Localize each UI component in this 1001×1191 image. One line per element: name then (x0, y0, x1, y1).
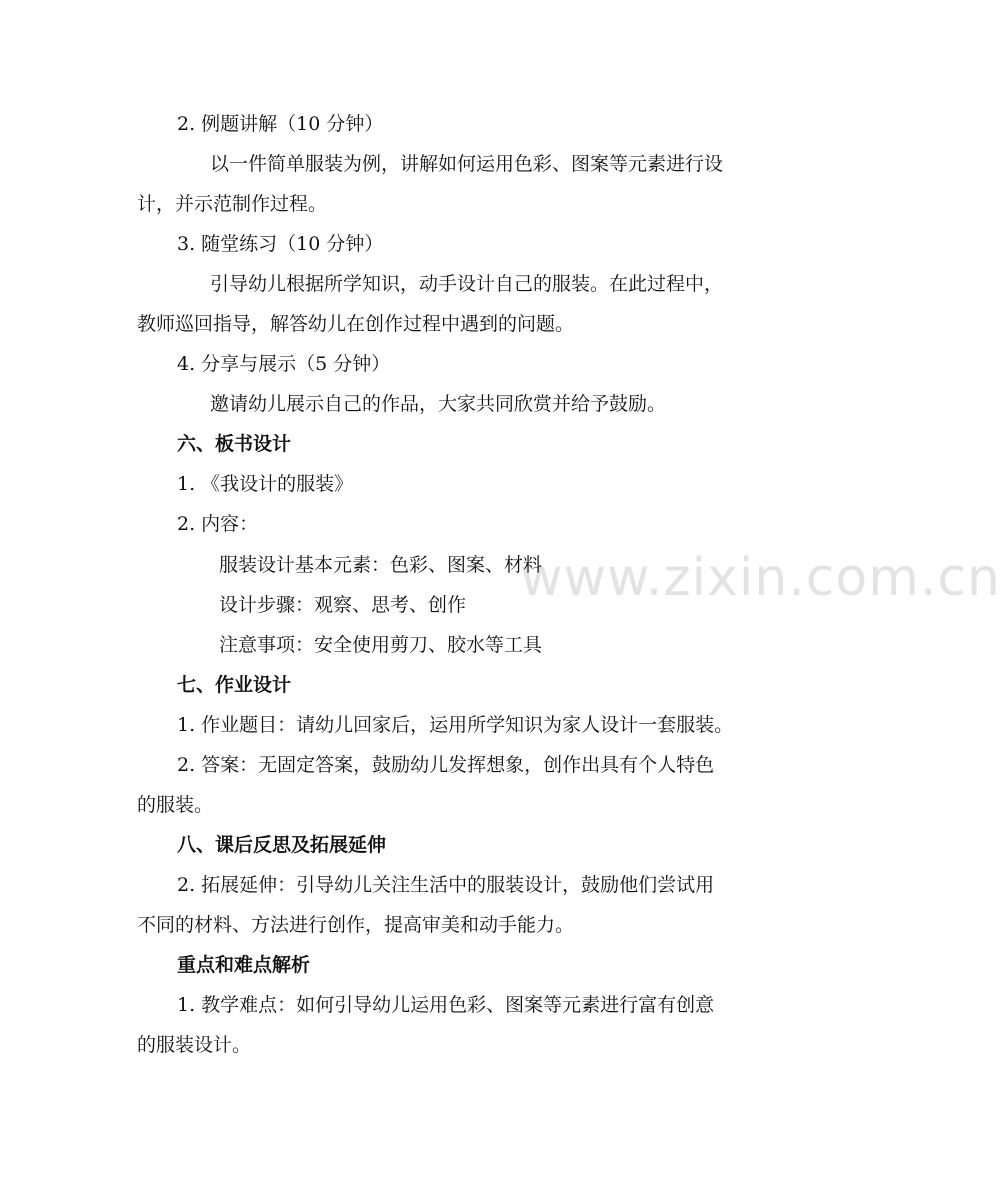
list-item: 1. 《我设计的服装》 (177, 473, 354, 495)
paragraph-line: 计，并示范制作过程。 (137, 193, 328, 215)
paragraph-line: 不同的材料、方法进行创作，提高审美和动手能力。 (137, 914, 575, 936)
paragraph-line: 的服装设计。 (137, 1034, 252, 1056)
paragraph-line: 以一件简单服装为例，讲解如何运用色彩、图案等元素进行设 (210, 153, 724, 175)
board-content-line: 设计步骤：观察、思考、创作 (219, 594, 467, 616)
watermark: www.zixin.com.cn (520, 548, 1001, 608)
item-4-sharing: 4. 分享与展示（5 分钟） (177, 353, 391, 375)
list-item: 2. 拓展延伸：引导幼儿关注生活中的服装设计，鼓励他们尝试用 (177, 874, 715, 896)
list-item: 1. 作业题目：请幼儿回家后，运用所学知识为家人设计一套服装。 (177, 714, 734, 736)
section-heading-8: 八、课后反思及拓展延伸 (177, 834, 387, 856)
paragraph-line: 邀请幼儿展示自己的作品，大家共同欣赏并给予鼓励。 (210, 393, 667, 415)
list-item: 2. 答案：无固定答案，鼓励幼儿发挥想象，创作出具有个人特色 (177, 754, 715, 776)
paragraph-line: 教师巡回指导，解答幼儿在创作过程中遇到的问题。 (137, 313, 575, 335)
board-content-line: 注意事项：安全使用剪刀、胶水等工具 (219, 634, 543, 656)
paragraph-line: 引导幼儿根据所学知识，动手设计自己的服装。在此过程中， (210, 273, 724, 295)
item-3-practice: 3. 随堂练习（10 分钟） (177, 233, 384, 255)
paragraph-line: 的服装。 (137, 794, 214, 816)
list-item: 2. 内容： (177, 513, 259, 535)
item-2-example-explanation: 2. 例题讲解（10 分钟） (177, 113, 384, 135)
board-content-line: 服装设计基本元素：色彩、图案、材料 (219, 554, 543, 576)
section-heading-6: 六、板书设计 (177, 433, 292, 455)
section-heading-7: 七、作业设计 (177, 674, 292, 696)
section-heading-key-points: 重点和难点解析 (177, 954, 311, 976)
list-item: 1. 教学难点：如何引导幼儿运用色彩、图案等元素进行富有创意 (177, 994, 715, 1016)
